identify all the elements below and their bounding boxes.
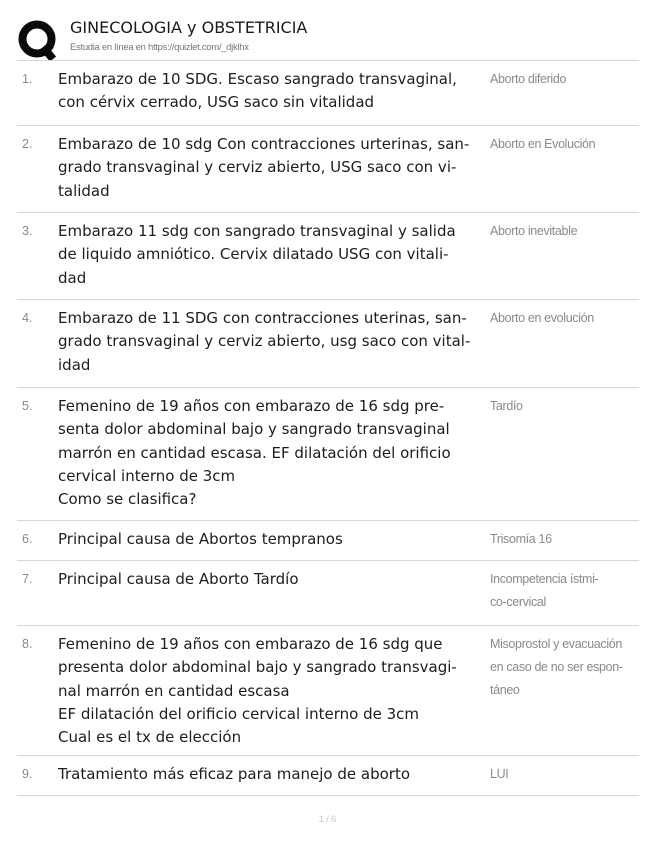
list-item [17,388,639,521]
item-question: Femenino de 19 años con embarazo de 16 sdg pre- senta dolor abdominal bajo y sangrado transvaginal marrón en cantidad escasa. EF dilatación del orificio cervical interno de 3cm Como se clasifica? [58,397,451,509]
item-number: 1. [22,72,33,86]
item-number: 3. [22,224,33,238]
list-item [17,521,639,561]
item-answer: Trisomía 16 [490,532,552,546]
item-number: 6. [22,532,33,546]
list-item [17,213,639,300]
item-question: Principal causa de Abortos tempranos [58,530,343,548]
list-item [17,126,639,213]
document-header [17,17,637,61]
item-question: Tratamiento más eficaz para manejo de aborto [58,765,411,783]
item-number: 9. [22,767,33,781]
item-number: 4. [22,311,33,325]
quizlet-logo-icon [17,19,59,61]
item-answer: Tardío [490,399,523,413]
item-number: 7. [22,572,33,586]
item-question: Embarazo de 10 sdg Con contracciones urterinas, san- grado transvaginal y cerviz abierto, USG saco con vi- talidad [58,135,470,200]
document-title: GINECOLOGIA y OBSTETRICIA [70,18,308,37]
list-item [17,561,639,626]
item-answer: Aborto diferido [490,72,567,86]
item-question: Principal causa de Aborto Tardío [58,570,299,588]
item-question: Embarazo de 10 SDG. Escaso sangrado transvaginal, con cérvix cerrado, USG saco sin vitalidad [58,70,457,112]
item-question: Femenino de 19 años con embarazo de 16 sdg que presenta dolor abdominal bajo y sangrado transvagi- nal marrón en cantidad escasa EF dilatación del orificio cervical interno de 3cm Cual es el tx de elección [58,635,457,747]
item-number: 5. [22,399,33,413]
item-number: 2. [22,137,33,151]
list-item [17,756,639,796]
item-answer: Aborto en Evolución [490,137,596,151]
list-item [17,300,639,388]
flashcard-list [17,60,639,796]
item-question: Embarazo 11 sdg con sangrado transvaginal y salida de liquido amniótico. Cervix dilatado USG con vitali- dad [58,222,456,287]
item-answer: Incompetencia ístmi- co-cervical [490,572,599,609]
item-number: 8. [22,637,33,651]
item-answer: Misoprostol y evacuación en caso de no ser espon- táneo [490,637,623,697]
page-number: 1 / 6 [318,814,337,824]
list-item [17,626,639,756]
document-subtitle: Estudia en línea en https://quizlet.com/_djklhx [70,42,249,53]
list-item [17,61,639,126]
item-question: Embarazo de 11 SDG con contracciones uterinas, san- grado transvaginal y cerviz abierto, usg saco con vital- idad [58,309,471,374]
item-answer: LUI [490,767,509,781]
item-answer: Aborto inevitable [490,224,578,238]
item-answer: Aborto en evolución [490,311,594,325]
